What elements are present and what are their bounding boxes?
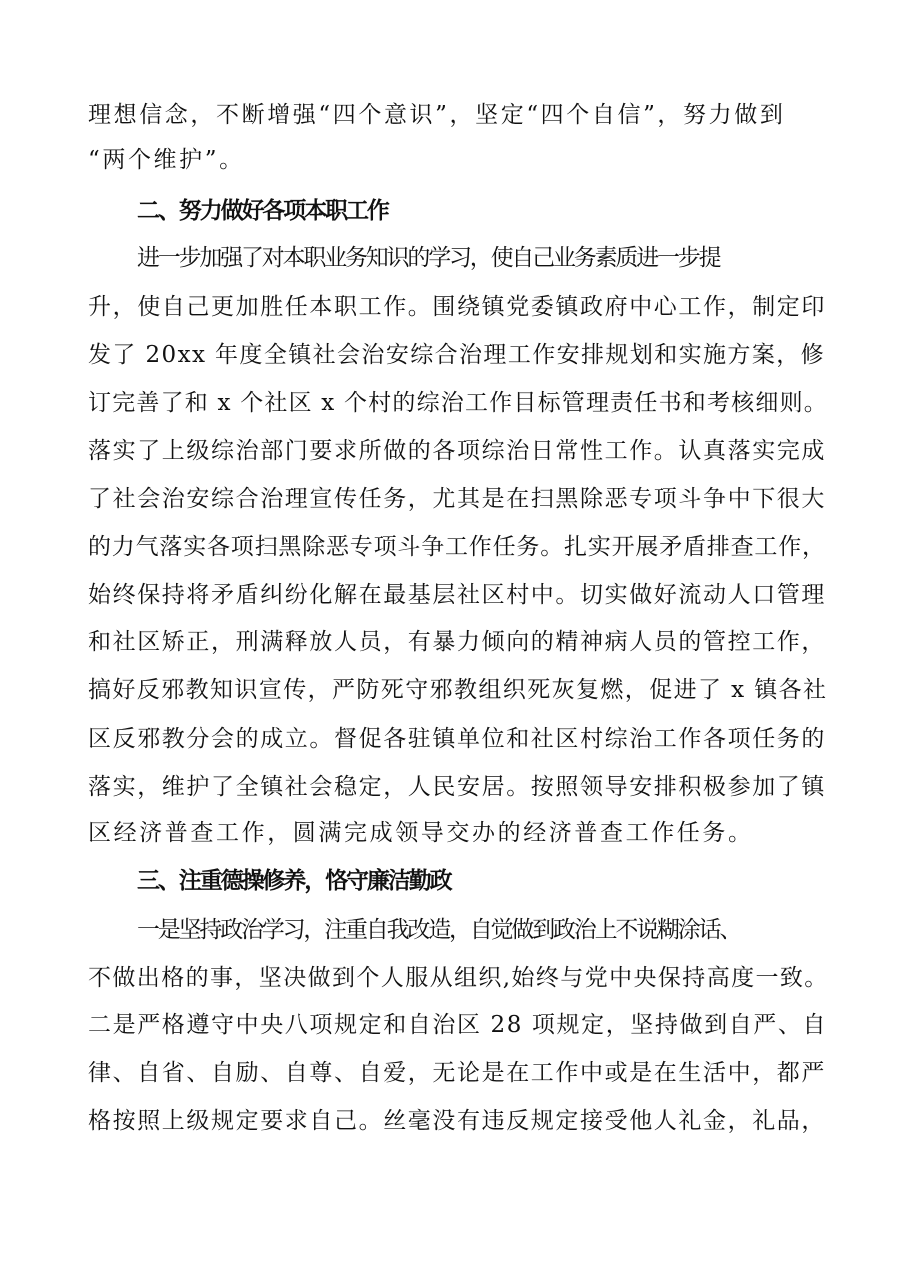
text-line: 进一步加强了对本职业务知识的学习，使自己业务素质进一步提	[137, 245, 720, 271]
text-line: 二是严格遵守中央八项规定和自治区 28 项规定，坚持做到自严、自	[88, 1012, 828, 1038]
text-line: 区经济普查工作，圆满完成领导交办的经济普查工作任务。	[88, 820, 754, 846]
text-line: 落实，维护了全镇社会稳定，人民安居。按照领导安排积极参加了镇	[88, 774, 826, 800]
text-line: 了社会治安综合治理宣传任务，尤其是在扫黑除恶专项斗争中下很大	[88, 486, 826, 512]
text-line: 始终保持将矛盾纠纷化解在最基层社区村中。切实做好流动人口管理	[88, 582, 826, 608]
text-line: 区反邪教分会的成立。督促各驻镇单位和社区村综治工作各项任务的	[88, 726, 826, 752]
text-line: “两个维护”。	[88, 147, 245, 173]
text-line: 升，使自己更加胜任本职工作。围绕镇党委镇政府中心工作，制定印	[88, 294, 826, 320]
text-line: 不做出格的事，坚决做到个人服从组织,始终与党中央保持高度一致。	[88, 965, 829, 991]
text-line: 律、自省、自励、自尊、自爱，无论是在工作中或是在生活中，都严	[88, 1060, 826, 1086]
text-line: 搞好反邪教知识宣传，严防死守邪教组织死灰复燃，促进了 x 镇各社	[88, 677, 828, 703]
text-line: 发了 20xx 年度全镇社会治安综合治理工作安排规划和实施方案，修	[88, 342, 826, 368]
text-line: 的力气落实各项扫黑除恶专项斗争工作任务。扎实开展矛盾排查工作，	[88, 534, 826, 560]
text-line: 理想信念，不断增强“四个意识”，坚定“四个自信”，努力做到	[88, 102, 786, 128]
section-heading-2: 二、努力做好各项本职工作	[137, 198, 388, 224]
text-line: 一是坚持政治学习，注重自我改造，自觉做到政治上不说糊涂话、	[137, 917, 741, 943]
text-line: 落实了上级综治部门要求所做的各项综治日常性工作。认真落实完成	[88, 438, 826, 464]
text-line: 订完善了和 x 个社区 x 个村的综治工作目标管理责任书和考核细则。	[88, 390, 828, 416]
text-line: 格按照上级规定要求自己。丝毫没有违反规定接受他人礼金，礼品，	[88, 1108, 826, 1134]
text-line: 和社区矫正，刑满释放人员，有暴力倾向的精神病人员的管控工作，	[88, 629, 826, 655]
section-heading-3: 三、注重德操修养，恪守廉洁勤政	[137, 868, 451, 894]
